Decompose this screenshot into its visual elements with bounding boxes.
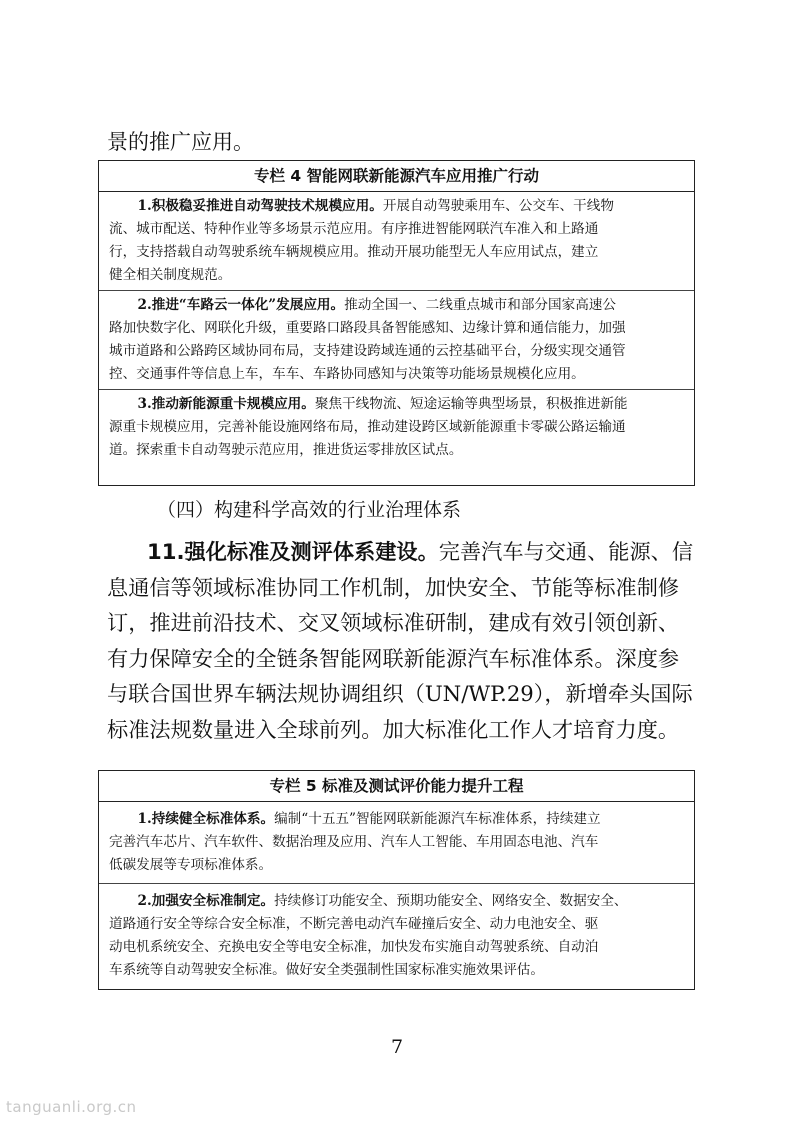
box4-item-2-line-1: 2.推进“车路云一体化”发展应用。推动全国一、二线重点城市和部分国家高速公	[137, 297, 616, 313]
paragraph-11-line-1: 11.强化标准及测评体系建设。完善汽车与交通、能源、信	[147, 539, 694, 564]
box5-item-2-line-4: 车系统等自动驾驶安全标准。做好安全类强制性国家标准实施效果评估。	[109, 962, 544, 978]
box5-item-2-line-1: 2.加强安全标准制定。持续修订功能安全、预期功能安全、网络安全、数据安全、	[137, 893, 628, 909]
box4-item-2-line-3: 城市道路和公路跨区域协同布局，支持建设跨域连通的云控基础平台，分级实现交通管	[109, 343, 626, 359]
paragraph-11-line-5: 与联合国世界车辆法规协调组织（UN/WP.29），新增牵头国际	[107, 681, 693, 707]
box5-item-2-line-2: 道路通行安全等综合安全标准，不断完善电动汽车碰撞后安全、动力电池安全、驱	[109, 916, 599, 932]
paragraph-11-line-2: 息通信等领域标准协同工作机制，加快安全、节能等标准制修	[107, 574, 680, 600]
column-box-4-title: 专栏 4 智能网联新能源汽车应用推广行动	[99, 161, 694, 192]
box5-item-2-lead: 2.加强安全标准制定。	[137, 893, 275, 909]
column-box-5	[98, 770, 695, 990]
box5-item-1-line-2: 完善汽车芯片、汽车软件、数据治理及应用、汽车人工智能、车用固态电池、汽车	[109, 834, 599, 850]
continued-text-line: 景的推广应用。	[107, 130, 254, 154]
paragraph-11-lead: 11.强化标准及测评体系建设。	[147, 539, 439, 564]
box5-item-1-line-3: 低碳发展等专项标准体系。	[109, 857, 273, 873]
box4-item-2	[99, 290, 694, 389]
box5-item-1-lead: 1.持续健全标准体系。	[137, 811, 275, 827]
box4-item-3-line-1: 3.推动新能源重卡规模应用。聚焦干线物流、短途运输等典型场景，积极推进新能	[137, 396, 628, 412]
box4-item-2-line-4: 控、交通事件等信息上车，车车、车路协同感知与决策等功能场景规模化应用。	[109, 366, 585, 382]
paragraph-11	[107, 534, 697, 748]
box5-item-1-line-1: 1.持续健全标准体系。编制“十五五”智能网联新能源汽车标准体系，持续建立	[137, 811, 601, 827]
box4-item-3-line-2: 源重卡规模应用，完善补能设施网络布局，推动建设跨区域新能源重卡零碳公路运输通	[109, 419, 626, 435]
box5-item-2-line-3: 动电机系统安全、充换电安全等电安全标准，加快发布实施自动驾驶系统、自动泊	[109, 939, 599, 955]
box4-item-1-line-3: 行，支持搭载自动驾驶系统车辆规模应用。推动开展功能型无人车应用试点，建立	[109, 244, 599, 260]
box4-item-1-line-4: 健全相关制度规范。	[109, 267, 232, 283]
box4-item-1	[99, 192, 694, 290]
box4-item-3-line-3: 道。探索重卡自动驾驶示范应用，推进货运零排放区试点。	[109, 442, 463, 458]
box4-item-1-line-1: 1.积极稳妥推进自动驾驶技术规模应用。开展自动驾驶乘用车、公交车、干线物	[137, 198, 614, 214]
section-heading: （四）构建科学高效的行业治理体系	[157, 499, 462, 521]
box5-item-1	[99, 802, 694, 883]
box4-item-3	[99, 389, 694, 464]
box4-item-1-lead: 1.积极稳妥推进自动驾驶技术规模应用。	[137, 198, 383, 214]
box4-item-3-lead: 3.推动新能源重卡规模应用。	[137, 396, 315, 412]
column-box-5-title: 专栏 5 标准及测试评价能力提升工程	[99, 771, 694, 802]
watermark: tanguanli.org.cn	[6, 1098, 137, 1116]
paragraph-11-line-4: 有力保障安全的全链条智能网联新能源汽车标准体系。深度参	[107, 645, 680, 671]
paragraph-11-line-6: 标准法规数量进入全球前列。加大标准化工作人才培育力度。	[107, 716, 680, 742]
box4-item-2-lead: 2.推进“车路云一体化”发展应用。	[137, 297, 345, 313]
box4-item-2-line-2: 路加快数字化、网联化升级，重要路口路段具备智能感知、边缘计算和通信能力，加强	[109, 320, 626, 336]
box5-item-2	[99, 883, 694, 986]
column-box-4	[98, 160, 695, 486]
paragraph-11-line-3: 订，推进前沿技术、交叉领域标准研制，建成有效引领创新、	[107, 610, 680, 636]
box4-item-1-line-2: 流、城市配送、特种作业等多场景示范应用。有序推进智能网联汽车准入和上路通	[109, 221, 599, 237]
page-number: 7	[390, 1036, 404, 1058]
